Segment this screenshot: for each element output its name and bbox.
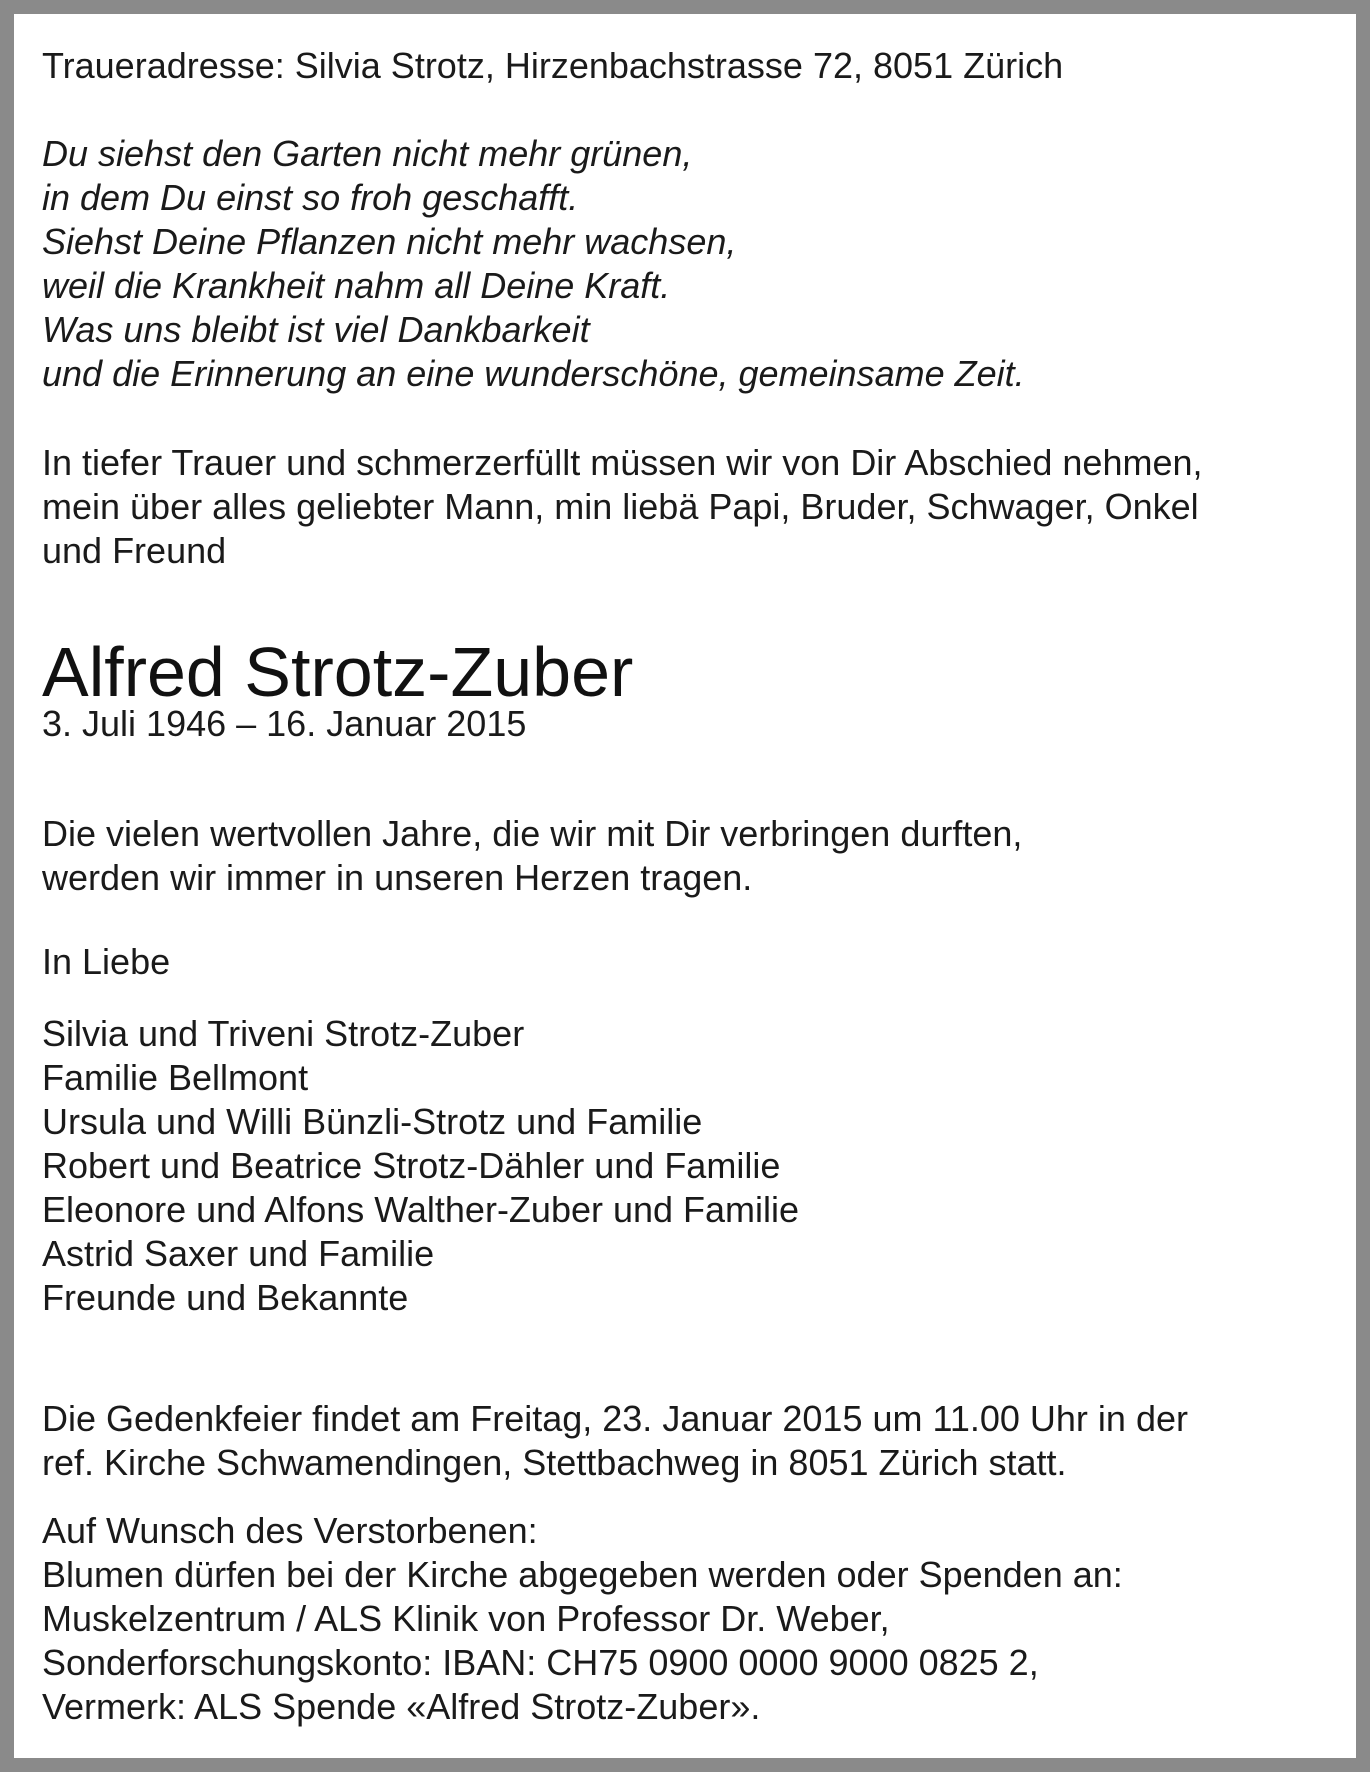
donation-line: Muskelzentrum / ALS Klinik von Professor Dr. Weber,	[42, 1598, 890, 1639]
mourner-item: Ursula und Willi Bünzli-Strotz und Familie	[42, 1101, 703, 1142]
donation-line: Auf Wunsch des Verstorbenen:	[42, 1510, 538, 1551]
poem-line: weil die Krankheit nahm all Deine Kraft.	[42, 265, 671, 306]
mourner-item: Silvia und Triveni Strotz-Zuber	[42, 1013, 525, 1054]
poem-line: Du siehst den Garten nicht mehr grünen,	[42, 133, 693, 174]
poem-line: Siehst Deine Pflanzen nicht mehr wachsen,	[42, 221, 737, 262]
deceased-name: Alfred Strotz-Zuber	[42, 633, 634, 711]
memory-line: werden wir immer in unseren Herzen tragen.	[42, 857, 753, 898]
poem-line: in dem Du einst so froh geschafft.	[42, 177, 579, 218]
intro-paragraph	[42, 441, 1328, 573]
mourning-address	[42, 44, 1328, 88]
intro-line: und Freund	[42, 530, 227, 571]
mourner-item: Astrid Saxer und Familie	[42, 1233, 435, 1274]
obituary-notice	[14, 14, 1356, 1758]
memory-paragraph	[42, 812, 1328, 900]
mourner-item: Robert und Beatrice Strotz-Dähler und Familie	[42, 1145, 781, 1186]
ceremony-paragraph	[42, 1397, 1328, 1485]
ceremony-line: Die Gedenkfeier findet am Freitag, 23. Januar 2015 um 11.00 Uhr in der	[42, 1398, 1188, 1439]
mourner-item: Familie Bellmont	[42, 1057, 309, 1098]
intro-line: In tiefer Trauer und schmerzerfüllt müssen wir von Dir Abschied nehmen,	[42, 442, 1203, 483]
poem-line: Was uns bleibt ist viel Dankbarkeit	[42, 309, 590, 350]
donation-line: Sonderforschungskonto: IBAN: CH75 0900 0000 9000 0825 2,	[42, 1642, 1039, 1683]
donation-paragraph	[42, 1509, 1328, 1729]
intro-line: mein über alles geliebter Mann, min liebä Papi, Bruder, Schwager, Onkel	[42, 486, 1199, 527]
closing-greeting: In Liebe	[42, 941, 171, 982]
ceremony-line: ref. Kirche Schwamendingen, Stettbachweg in 8051 Zürich statt.	[42, 1442, 1067, 1483]
mourning-address-text: Traueradresse: Silvia Strotz, Hirzenbachstrasse 72, 8051 Zürich	[42, 45, 1064, 86]
mourner-item: Freunde und Bekannte	[42, 1277, 409, 1318]
mourners-list	[42, 1012, 1328, 1320]
mourner-item: Eleonore und Alfons Walther-Zuber und Familie	[42, 1189, 800, 1230]
poem	[42, 132, 1328, 396]
poem-line: und die Erinnerung an eine wunderschöne, gemeinsame Zeit.	[42, 353, 1025, 394]
donation-line: Vermerk: ALS Spende «Alfred Strotz-Zuber».	[42, 1686, 761, 1727]
memory-line: Die vielen wertvollen Jahre, die wir mit Dir verbringen durften,	[42, 813, 1023, 854]
donation-line: Blumen dürfen bei der Kirche abgegeben werden oder Spenden an:	[42, 1554, 1123, 1595]
deceased-dates: 3. Juli 1946 – 16. Januar 2015	[42, 703, 527, 744]
